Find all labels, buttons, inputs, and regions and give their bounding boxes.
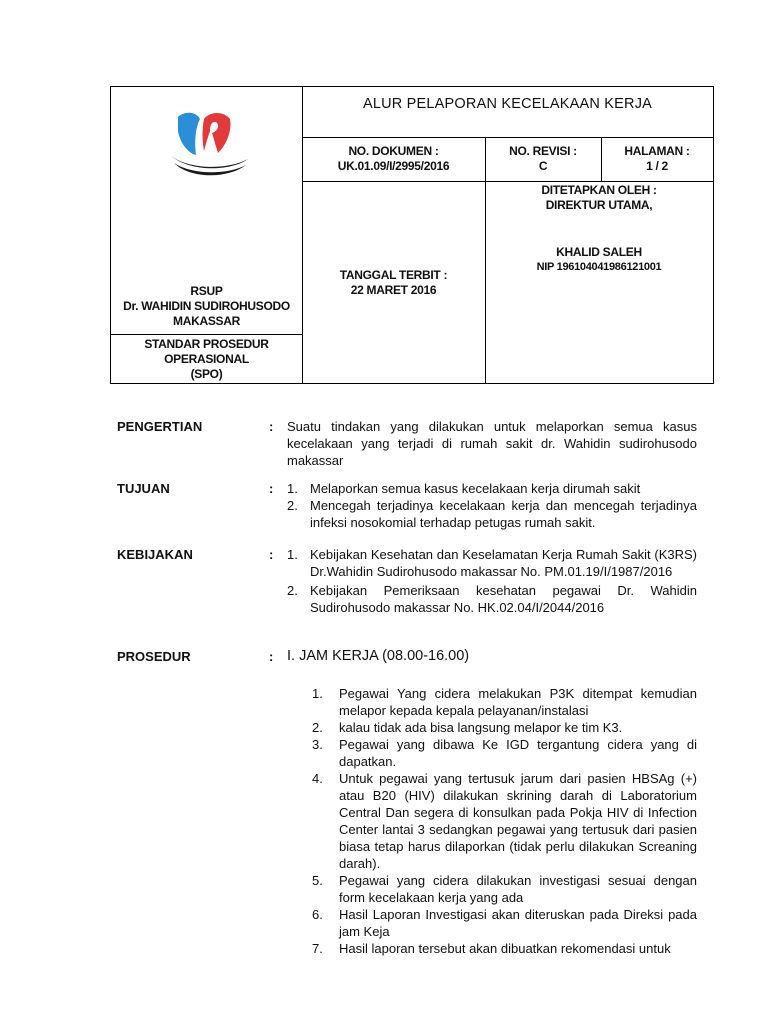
list-item: 3. Pegawai yang dibawa Ke IGD tergantung cidera yang di dapatkan.: [312, 737, 697, 769]
section-label: KEBIJAKAN: [117, 547, 193, 562]
divider: [302, 87, 303, 383]
list-item: 4. Untuk pegawai yang tertusuk jarum dari pasien HBSAg (+) atau B20 (HIV) dilakukan skrining darah di Laboratorium Central Dan segera di konsulkan pada Pokja HIV di Infection Center lantai 3 sedangkan pegawai yang tertusuk dari pasien biasa tetap harus dilaporkan (tidak perlu dilakukan Screaning darah).: [312, 771, 697, 871]
approval-block: DITETAPKAN OLEH : DIREKTUR UTAMA, KHALID SALEH NIP 196104041986121001: [536, 183, 662, 273]
list-item: 1. Melaporkan semua kasus kecelakaan kerja dirumah sakit: [287, 481, 641, 496]
section-tujuan: TUJUAN : 1. Melaporkan semua kasus kecelakaan kerja dirumah sakit 2. Mencegah terjadinya kecelakaan kerja dan mencegah terjadinya infeksi nosokomial terhadap petugas rumah sakit.: [117, 481, 697, 530]
prosedur-heading: I. JAM KERJA (08.00-16.00): [287, 648, 470, 664]
kebijakan-list: [287, 546, 697, 616]
issue-date: TANGGAL TERBIT : 22 MARET 2016: [339, 268, 448, 297]
section-label: TUJUAN: [117, 481, 170, 496]
list-item: 5. Pegawai yang cidera dilakukan investigasi sesuai dengan form kecelakaan kerja yang ada: [312, 873, 697, 905]
revision-number: NO. REVISI : C: [509, 144, 577, 173]
list-item: 1. Kebijakan Kesehatan dan Keselamatan Kerja Rumah Sakit (K3RS) Dr.Wahidin Sudirohusodo makassar No. PM.01.19/I/1987/2016: [287, 547, 697, 579]
hospital-logo: [166, 109, 256, 184]
page-number: HALAMAN : 1 / 2: [624, 144, 690, 173]
divider: [111, 334, 302, 335]
section-label: PROSEDUR: [117, 649, 191, 664]
document-title: ALUR PELAPORAN KECELAKAAN KERJA: [362, 96, 653, 112]
pengertian-text: Suatu tindakan yang dilakukan untuk melaporkan semua kasus kecelakaan yang terjadi di rumah sakit dr. Wahidin sudirohusodo makassar: [287, 419, 697, 468]
section-prosedur: PROSEDUR : I. JAM KERJA (08.00-16.00) 1. Pegawai Yang cidera melakukan P3K ditempat kemudian melapor kepada kepala pelayanan/instalasi 2. kalau tidak ada bisa langsung melapor ke tim K3. 3. Pegawai yang dibawa Ke IGD tergantung cidera yang di dapatkan. 4. Untuk pegawai yang tertusuk jarum dari pasien HBSAg (+) atau B20 (HIV) dilakukan skrining darah di Laboratorium Central Dan segera di konsulkan pada Pokja HIV di Infection Center lantai 3 sedangkan pegawai yang tertusuk dari pasien biasa tetap harus dilaporkan (tidak perlu dilakukan Screaning darah). 5. Pegawai yang cidera dilakukan investigasi sesuai dengan form kecelakaan kerja yang ada 6. Hasil Laporan Investigasi akan diteruskan pada Direksi pada jam Keja 7. Hasil laporan tersebut akan dibuatkan rekomendasi untuk: [117, 648, 697, 956]
list-item: 6. Hasil Laporan Investigasi akan diteruskan pada Direksi pada jam Keja: [312, 907, 697, 939]
tujuan-list: [287, 480, 697, 531]
list-item: 2. Kebijakan Pemeriksaan kesehatan pegawai Dr. Wahidin Sudirohusodo makassar No. HK.02.04/I/2044/2016: [287, 583, 697, 615]
list-item: 2. kalau tidak ada bisa langsung melapor ke tim K3.: [312, 720, 623, 735]
list-item: 7. Hasil laporan tersebut akan dibuatkan rekomendasi untuk: [312, 941, 671, 956]
section-pengertian: PENGERTIAN : Suatu tindakan yang dilakukan untuk melaporkan semua kasus kecelakaan yang terjadi di rumah sakit dr. Wahidin sudirohusodo makassar: [117, 419, 697, 468]
prosedur-list: [312, 685, 697, 957]
divider: [302, 137, 713, 138]
section-label: PENGERTIAN: [117, 419, 203, 434]
list-item: 1. Pegawai Yang cidera melakukan P3K ditempat kemudian melapor kepada kepala pelayanan/instalasi: [312, 686, 697, 718]
divider: [302, 181, 713, 182]
spo-label: STANDAR PROSEDUR OPERASIONAL (SPO): [144, 337, 269, 381]
section-kebijakan: KEBIJAKAN : 1. Kebijakan Kesehatan dan Keselamatan Kerja Rumah Sakit (K3RS) Dr.Wahidin Sudirohusodo makassar No. PM.01.19/I/1987/2016 2. Kebijakan Pemeriksaan kesehatan pegawai Dr. Wahidin Sudirohusodo makassar No. HK.02.04/I/2044/2016: [117, 547, 697, 615]
document-number: NO. DOKUMEN : UK.01.09/I/2995/2016: [337, 144, 450, 173]
document-header-table: [110, 86, 714, 384]
list-item: 2. Mencegah terjadinya kecelakaan kerja dan mencegah terjadinya infeksi nosokomial terhadap petugas rumah sakit.: [287, 498, 697, 530]
organization-name: RSUP Dr. WAHIDIN SUDIROHUSODO MAKASSAR: [123, 284, 290, 328]
